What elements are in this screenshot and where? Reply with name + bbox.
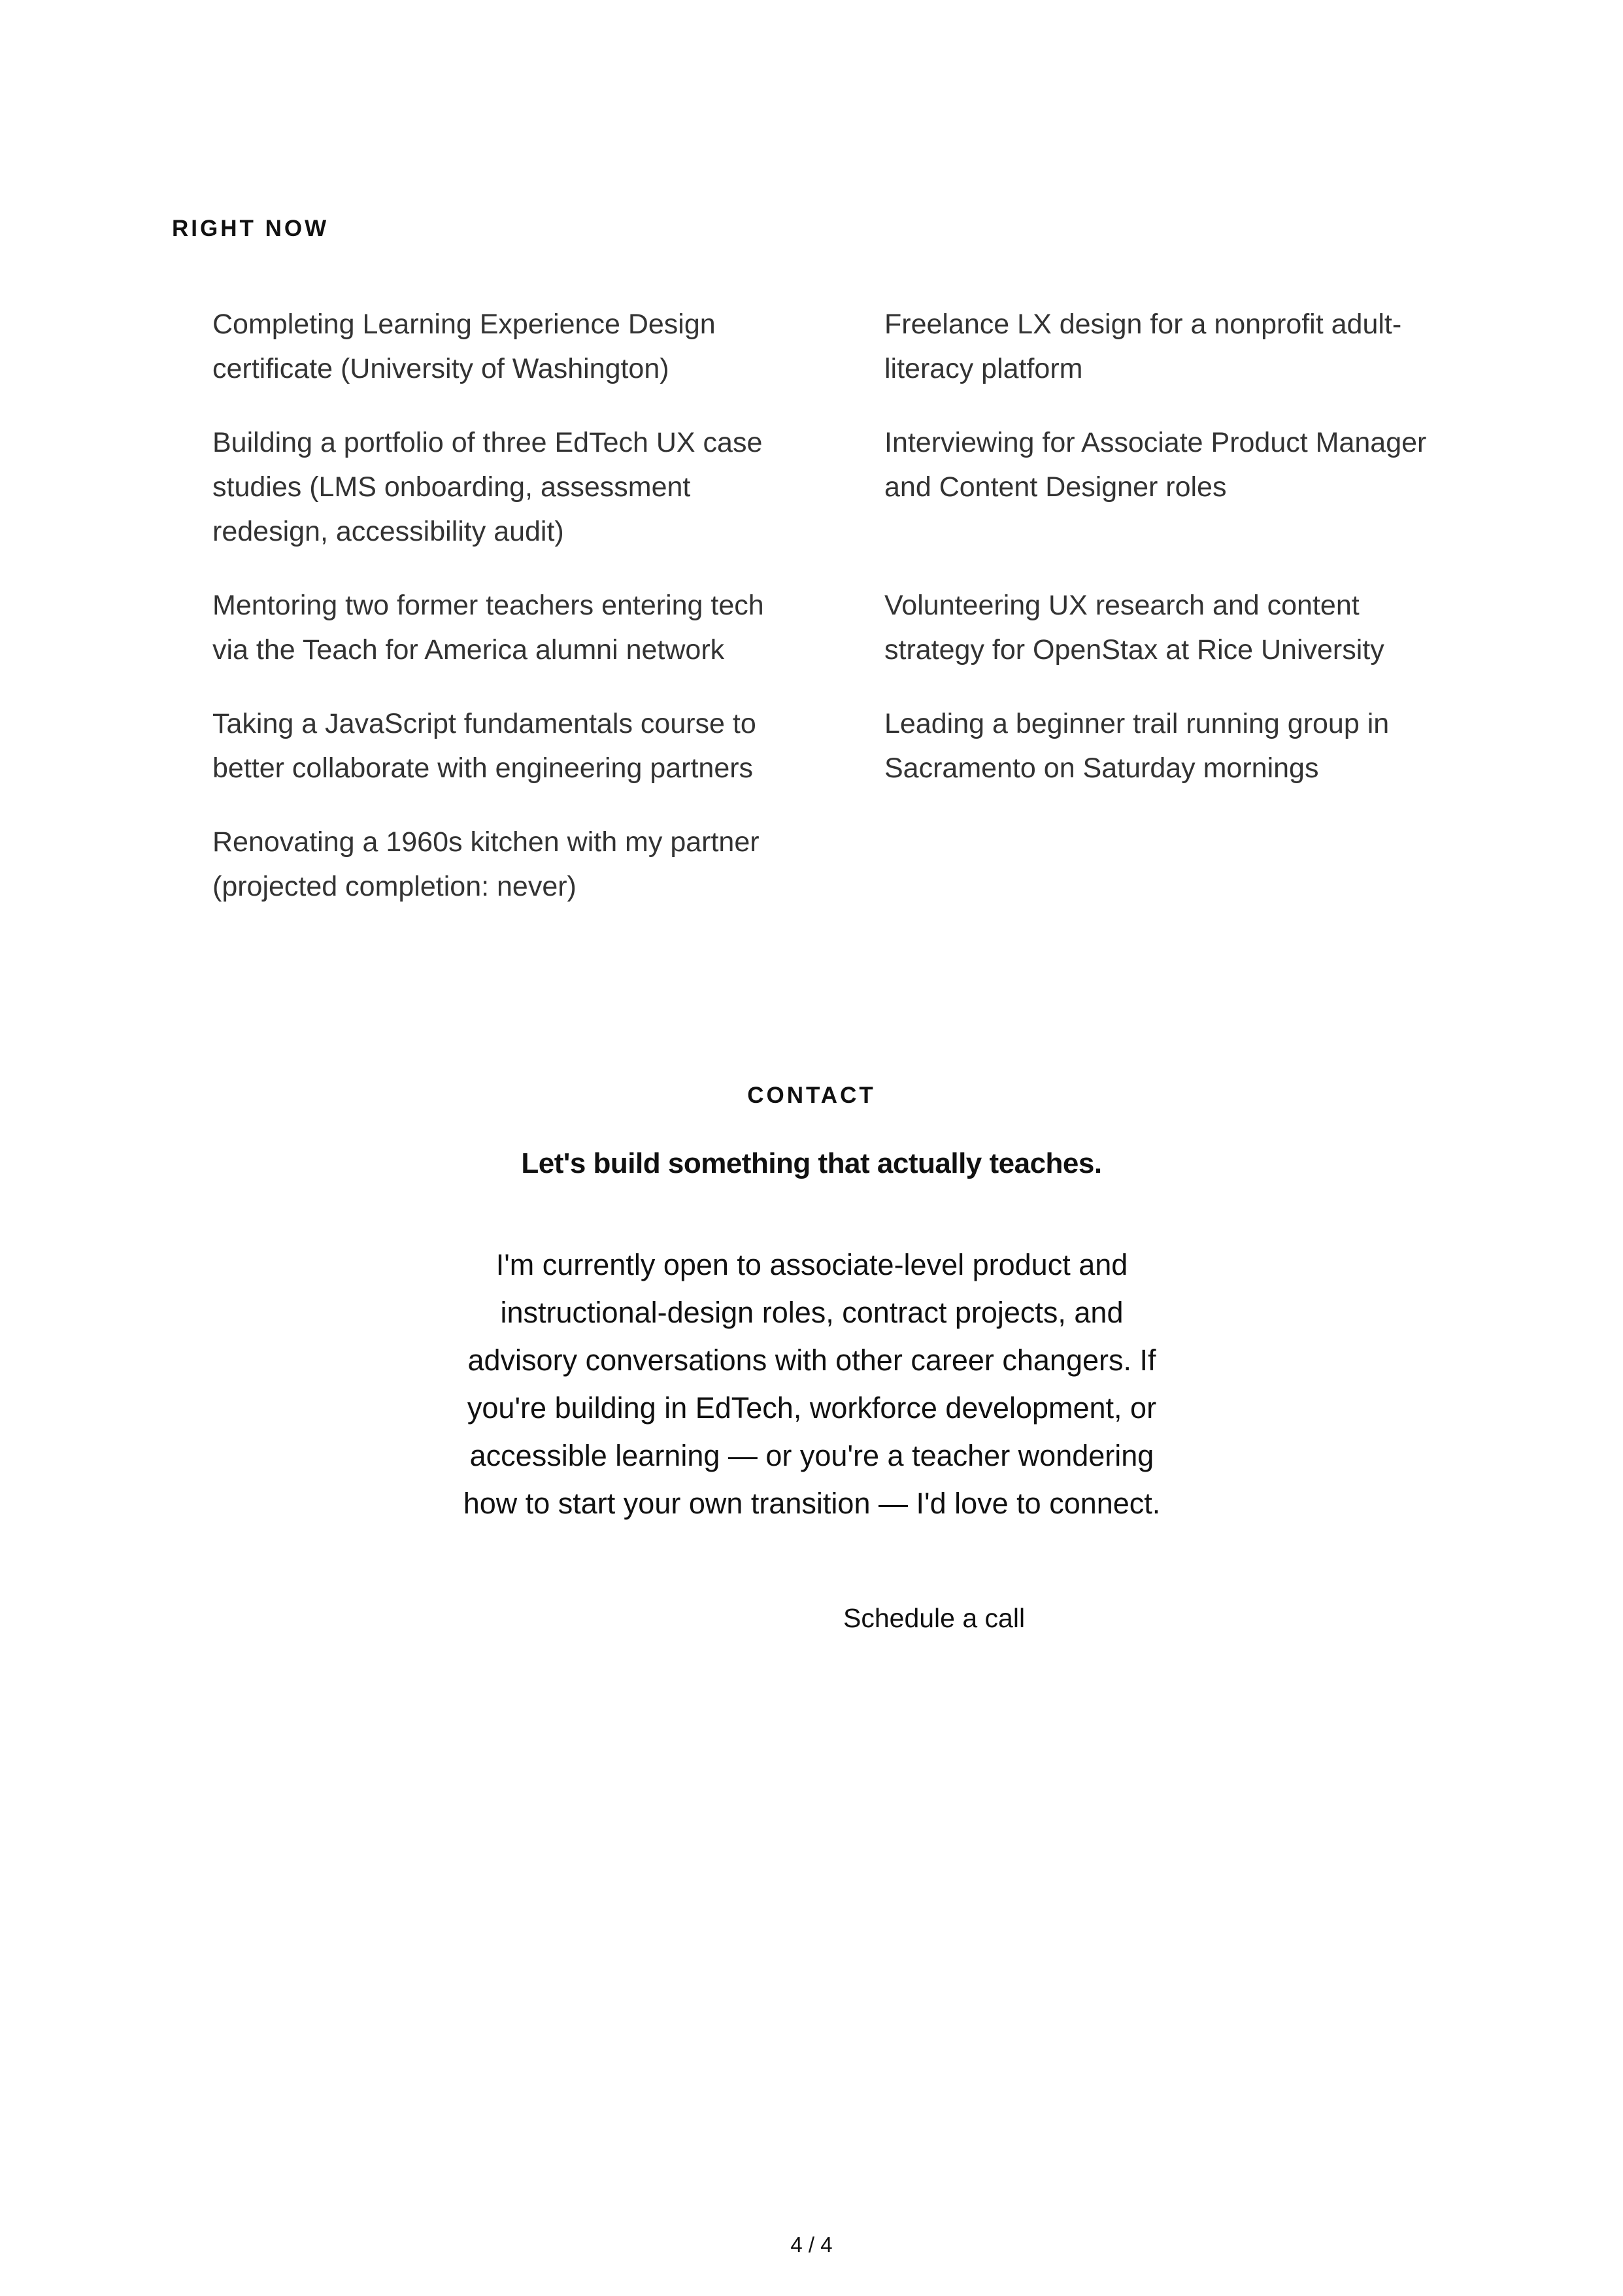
list-item: Volunteering UX research and content strategy for OpenStax at Rice University [884, 590, 1384, 666]
page-number: 4 / 4 [790, 2233, 833, 2257]
list-item: Interviewing for Associate Product Manager and Content Designer roles [884, 427, 1427, 503]
contact-section-label: CONTACT [747, 1083, 876, 1108]
list-item: Taking a JavaScript fundamentals course to better collaborate with engineering partners [212, 708, 756, 784]
list-item: Building a portfolio of three EdTech UX case studies (LMS onboarding, assessment redesign, accessibility audit) [212, 427, 763, 547]
list-item: Freelance LX design for a nonprofit adult-literacy platform [884, 309, 1402, 384]
right-now-heading: RIGHT NOW [172, 216, 329, 241]
list-item: Completing Learning Experience Design certificate (University of Washington) [212, 309, 716, 384]
list-item: Renovating a 1960s kitchen with my partner (projected completion: never) [212, 826, 760, 902]
right-now-right-list [884, 302, 1460, 820]
list-item: Leading a beginner trail running group in Sacramento on Saturday mornings [884, 708, 1390, 784]
right-now-left-list [212, 302, 788, 938]
contact-heading: Let's build something that actually teaches. [521, 1147, 1102, 1179]
list-item: Mentoring two former teachers entering tech via the Teach for America alumni network [212, 590, 764, 666]
schedule-call-link[interactable]: Schedule a call [843, 1603, 1026, 1633]
contact-body-text: I'm currently open to associate-level product and instructional-design roles, contract projects, and advisory conversations with other career changers. If you're building in EdTech, workforce development, or accessible learning — or you're a teacher wondering how to start your own transition — I'd love to connect. [463, 1248, 1161, 1520]
